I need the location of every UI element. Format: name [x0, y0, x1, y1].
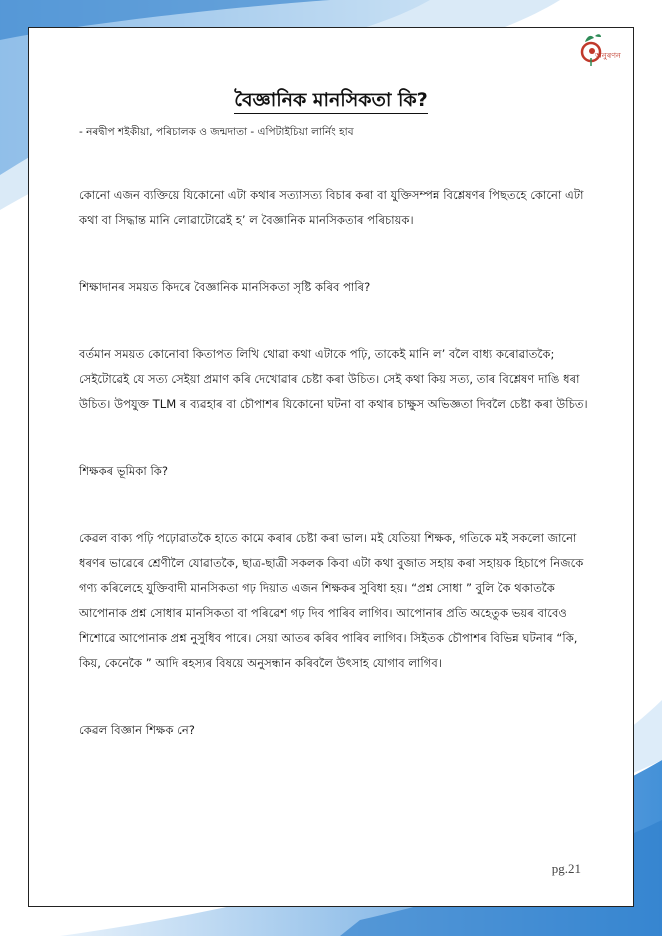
paragraph-teaching: বৰ্তমান সময়ত কোনোবা কিতাপত লিখি থোৱা কথা এটাকে পঢ়ি, তাকেই মানি ল’ বলৈ বাধ্য কৰোৱাতকৈ; সেইটোৱেই যে সত্য সেইয়া প্ৰমাণ কৰি দেখোৱাৰ চেষ্টা কৰা উচিত। সেই কথা কিয় সত্য, তাৰ বিশ্লেষণ দাঙি ধৰা উচিত। উপযুক্ত TLM ৰ ব্যৱহাৰ বা চৌপাশৰ যিকোনো ঘটনা বা কথাৰ চাক্ষুস অভিজ্ঞতা দিবলৈ চেষ্টা কৰা উচিত।	[79, 347, 588, 411]
page-title-text: বৈজ্ঞানিক মানসিকতা কি?	[234, 89, 427, 114]
question-heading-1: শিক্ষাদানৰ সময়ত কিদৰে বৈজ্ঞানিক মানসিকতা সৃষ্টি কৰিব পাৰি?	[79, 280, 371, 294]
logo-text: অনুৰণন	[595, 51, 621, 60]
author-byline: - নৰদ্বীপ শইকীয়া, পৰিচালক ও জন্মদাতা - এপিটাইচিয়া লাৰ্নিং হাব	[79, 126, 354, 138]
page-title	[29, 86, 633, 118]
anuranan-logo	[577, 32, 625, 76]
paragraph-teacher-role: কেৱল বাক্য পঢ়ি পঢ়োৱাতকৈ হাতে কামে কৰাৰ চেষ্টা কৰা ভাল। মই যেতিয়া শিক্ষক, গতিকে মই সকলো জানো ধৰণৰ ভাৱেৰে শ্ৰেণীলৈ যোৱাতকৈ, ছাত্ৰ-ছাত্ৰী সকলক কিবা এটা কথা বুজাত সহায় কৰা সহায়ক হিচাপে নিজকে গণ্য কৰিলেহে যুক্তিবাদী মানসিকতা গঢ় দিয়াত এজন শিক্ষকৰ সুবিধা হয়। “প্ৰশ্ন সোধা ” বুলি কৈ থকাতকৈ আপোনাক প্ৰশ্ন সোধাৰ মানসিকতা বা পৰিৱেশ গঢ় দিব পাৰিব লাগিব। আপোনাৰ প্ৰতি অহেতুক ভয়ৰ বাবেও শিশোৱে আপোনাক প্ৰশ্ন নুসুধিব পাৰে। সেয়া আতৰ কৰিব পাৰিব লাগিব। সিইতক চৌপাশৰ বিভিন্ন ঘটনাৰ “কি, কিয়, কেনেকৈ ” আদি ৰহস্যৰ বিষয়ে অনুসন্ধান কৰিবলৈ উৎসাহ যোগাব লাগিব।	[79, 531, 584, 670]
article-body	[79, 183, 593, 743]
page-frame	[28, 27, 634, 907]
question-heading-2: শিক্ষকৰ ভূমিকা কি?	[79, 464, 169, 478]
page-number: pg.21	[551, 861, 581, 876]
question-heading-3: কেৱল বিজ্ঞান শিক্ষক নে?	[79, 723, 195, 737]
paragraph-definition: কোনো এজন ব্যক্তিয়ে যিকোনো এটা কথাৰ সত্যাসত্য বিচাৰ কৰা বা যুক্তিসম্পন্ন বিশ্লেষণৰ পিছতহে কোনো এটা কথা বা সিদ্ধান্ত মানি লোৱাটোৱেই হ’ ল বৈজ্ঞানিক মানসিকতাৰ পৰিচায়ক।	[79, 188, 584, 227]
